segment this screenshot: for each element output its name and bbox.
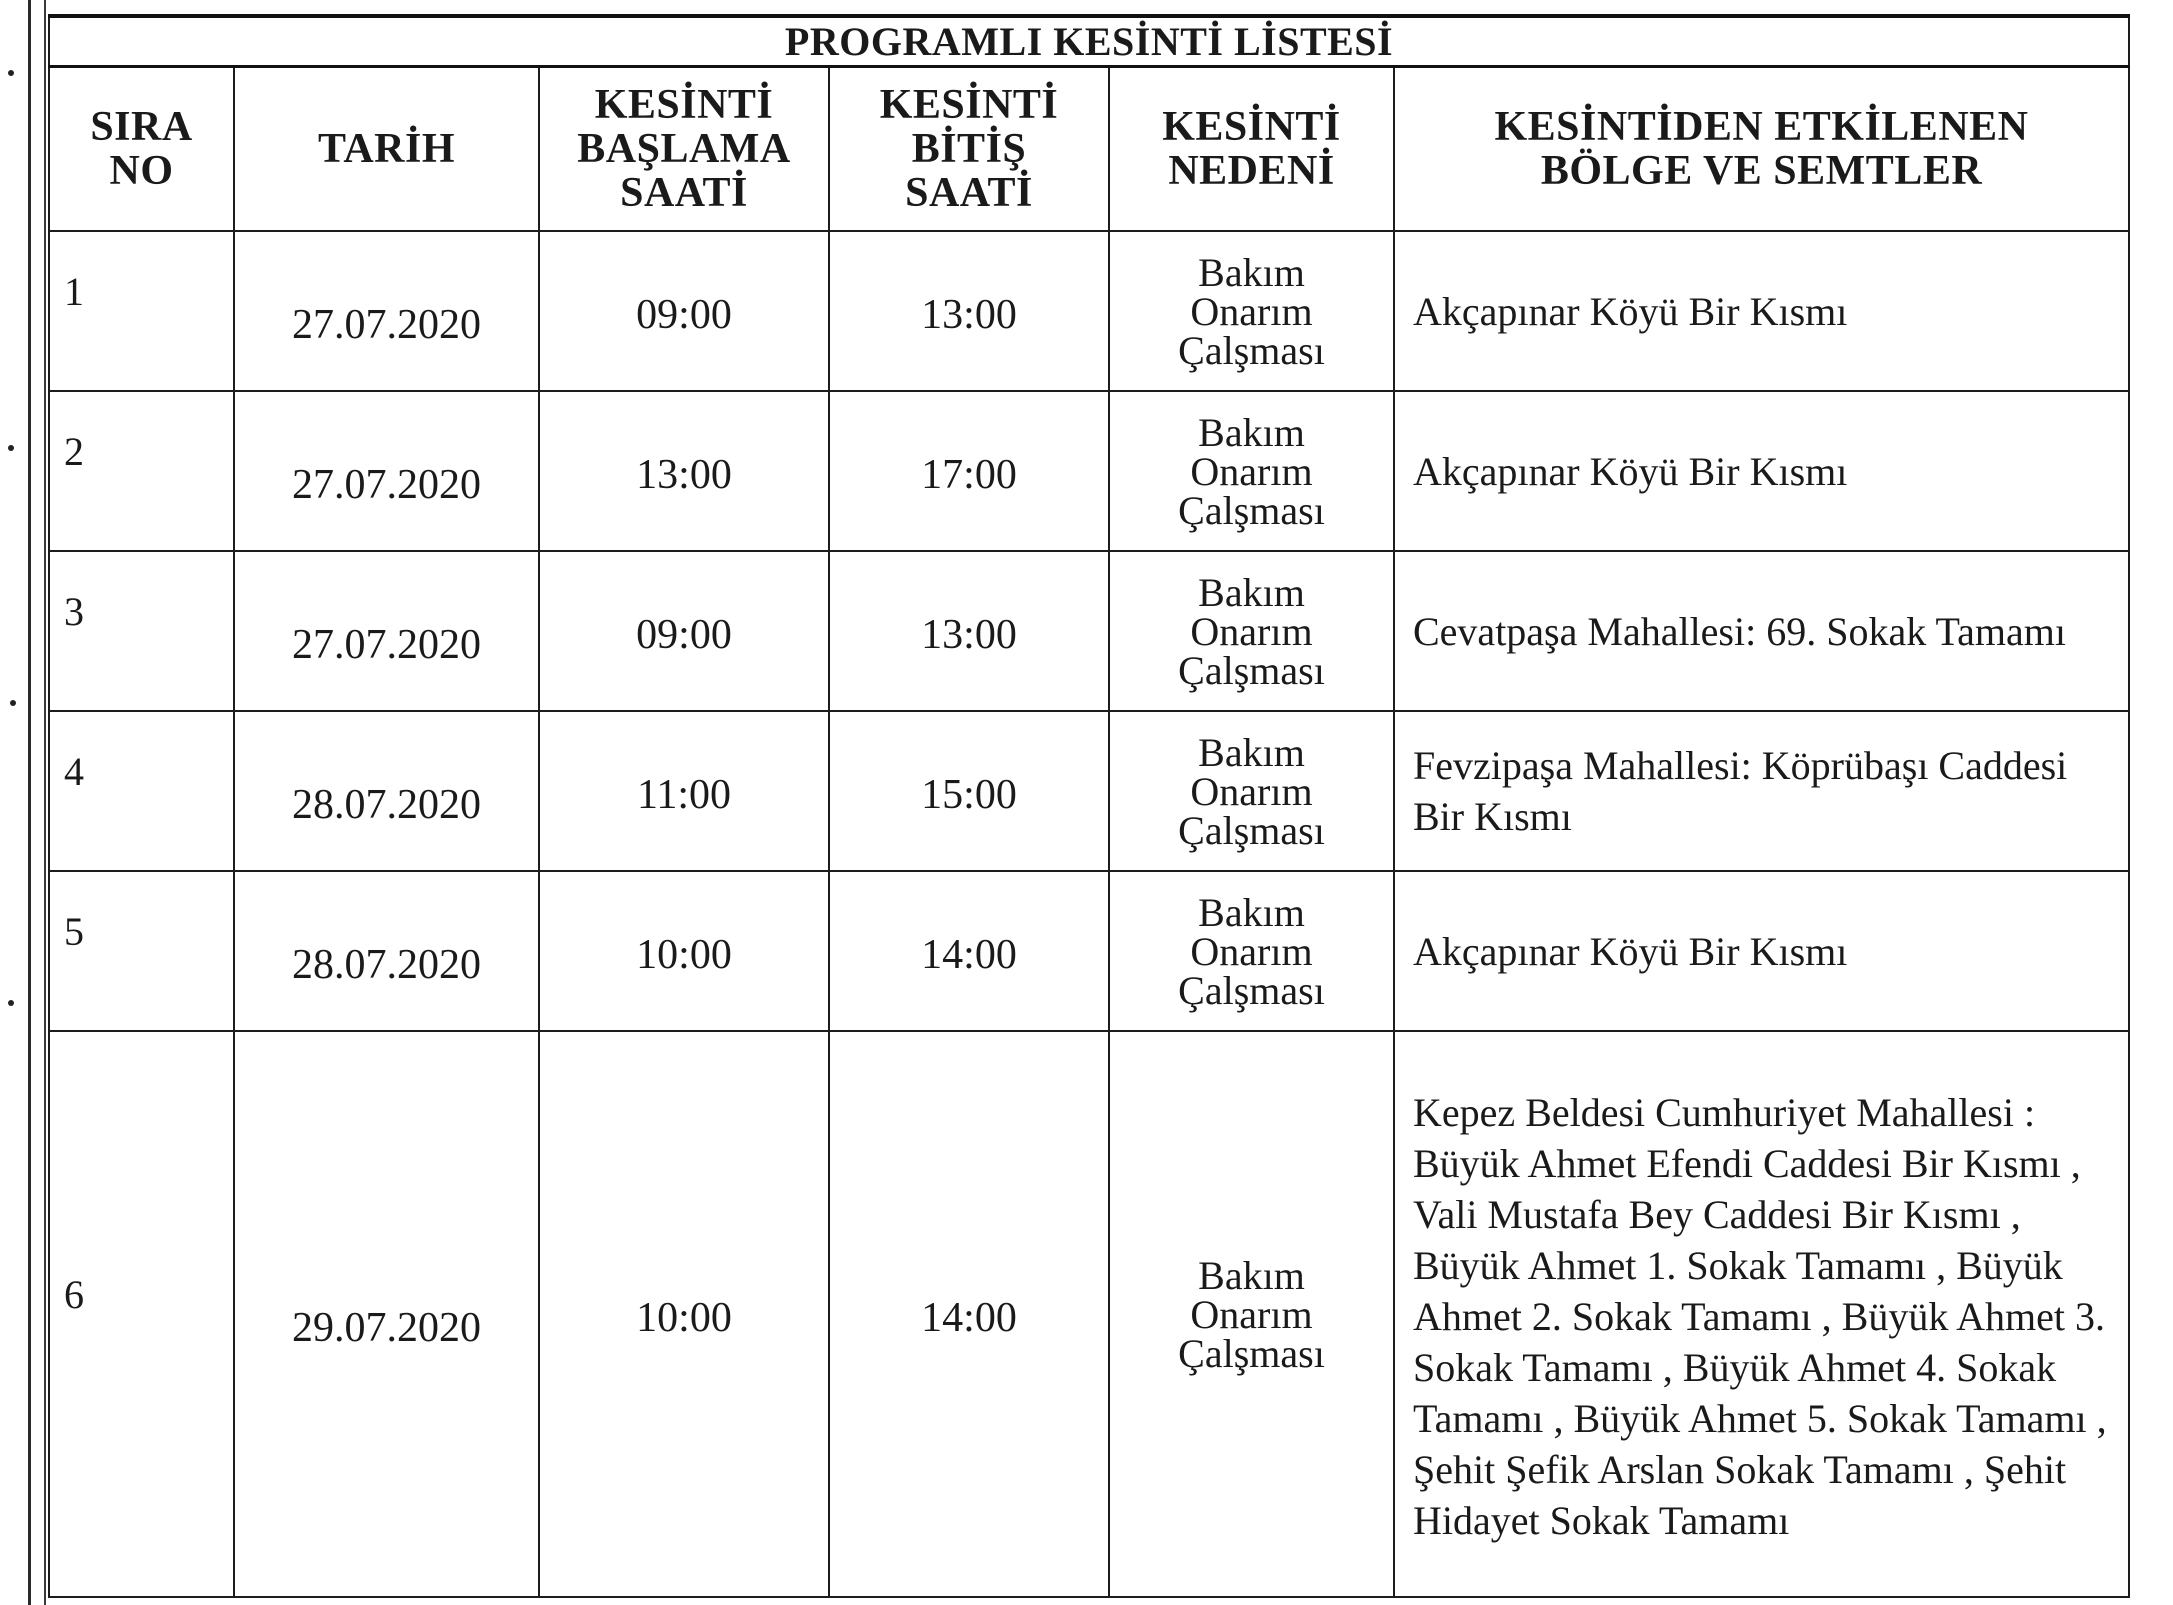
- cell-start-time: [539, 391, 829, 551]
- reason-line: Çalşması: [1178, 647, 1325, 693]
- cell-reason: [1109, 231, 1394, 391]
- row-number: 4: [64, 748, 84, 794]
- reason-line: Çalşması: [1178, 487, 1325, 533]
- table-row: [49, 551, 2129, 711]
- row-number: 2: [64, 428, 84, 474]
- row-date: 28.07.2020: [292, 782, 481, 828]
- row-end-time: 14:00: [921, 932, 1017, 978]
- row-number: 1: [64, 268, 84, 314]
- cell-reason: [1109, 711, 1394, 871]
- cell-sira-no: [49, 231, 234, 391]
- row-start-time: 10:00: [636, 932, 732, 978]
- header-line: SAATİ: [620, 170, 748, 216]
- cell-tarih: [234, 1031, 539, 1597]
- row-date: 29.07.2020: [292, 1305, 481, 1351]
- scan-margin-line: [44, 0, 46, 1605]
- header-line: SIRA: [90, 104, 193, 150]
- row-number: 5: [64, 908, 84, 954]
- cell-reason: [1109, 871, 1394, 1031]
- reason-line: Bakım: [1198, 729, 1305, 775]
- column-header-etkilenen-bolge: [1394, 67, 2129, 232]
- header-line: BİTİŞ: [911, 126, 1027, 172]
- reason-line: Çalşması: [1178, 967, 1325, 1013]
- row-end-time: 17:00: [921, 452, 1017, 498]
- row-start-time: 11:00: [636, 772, 732, 818]
- scan-speck: [10, 700, 16, 706]
- reason-line: Bakım: [1198, 889, 1305, 935]
- cell-affected-area: Akçapınar Köyü Bir Kısmı: [1394, 871, 2129, 1031]
- cell-affected-area: Cevatpaşa Mahallesi: 69. Sokak Tamamı: [1394, 551, 2129, 711]
- reason-line: Bakım: [1198, 409, 1305, 455]
- row-date: 27.07.2020: [292, 462, 481, 508]
- cell-end-time: [829, 711, 1109, 871]
- cell-tarih: [234, 871, 539, 1031]
- reason-line: Onarım: [1190, 928, 1313, 974]
- header-line: KESİNTİ: [879, 82, 1059, 128]
- reason-line: Çalşması: [1178, 1330, 1325, 1376]
- table-title: PROGRAMLI KESİNTİ LİSTESİ: [49, 16, 2129, 67]
- reason-line: Çalşması: [1178, 807, 1325, 853]
- scan-margin-line: [28, 0, 31, 1605]
- cell-sira-no: [49, 391, 234, 551]
- column-header-sira-no: [49, 67, 234, 232]
- cell-start-time: [539, 871, 829, 1031]
- cell-end-time: [829, 231, 1109, 391]
- cell-start-time: [539, 231, 829, 391]
- cell-start-time: [539, 711, 829, 871]
- column-header-tarih: [234, 67, 539, 232]
- cell-end-time: [829, 551, 1109, 711]
- cell-affected-area: Akçapınar Köyü Bir Kısmı: [1394, 231, 2129, 391]
- table-row: [49, 1031, 2129, 1597]
- cell-affected-area: Fevzipaşa Mahallesi: Köprübaşı Caddesi Bir Kısmı: [1394, 711, 2129, 871]
- cell-sira-no: [49, 711, 234, 871]
- reason-line: Onarım: [1190, 768, 1313, 814]
- reason-line: Bakım: [1198, 569, 1305, 615]
- row-end-time: 15:00: [921, 772, 1017, 818]
- cell-end-time: [829, 391, 1109, 551]
- row-number: 6: [64, 1271, 84, 1317]
- table-row: [49, 711, 2129, 871]
- cell-sira-no: [49, 551, 234, 711]
- header-line: KESİNTİ: [594, 82, 774, 128]
- row-date: 27.07.2020: [292, 302, 481, 348]
- cell-tarih: [234, 551, 539, 711]
- cell-end-time: [829, 871, 1109, 1031]
- cell-start-time: [539, 551, 829, 711]
- row-date: 28.07.2020: [292, 942, 481, 988]
- reason-line: Çalşması: [1178, 327, 1325, 373]
- header-line: TARİH: [317, 126, 456, 172]
- reason-line: Onarım: [1190, 448, 1313, 494]
- header-row: [49, 67, 2129, 232]
- scan-speck: [8, 445, 14, 451]
- cell-affected-area: Akçapınar Köyü Bir Kısmı: [1394, 391, 2129, 551]
- cell-reason: [1109, 551, 1394, 711]
- reason-line: Bakım: [1198, 1252, 1305, 1298]
- cell-tarih: [234, 391, 539, 551]
- row-start-time: 10:00: [636, 1295, 732, 1341]
- header-line: NO: [109, 148, 174, 194]
- cell-tarih: [234, 231, 539, 391]
- row-date: 27.07.2020: [292, 622, 481, 668]
- cell-start-time: [539, 1031, 829, 1597]
- reason-line: Onarım: [1190, 1291, 1313, 1337]
- header-line: BÖLGE VE SEMTLER: [1540, 148, 1983, 194]
- outage-table: [48, 14, 2130, 1598]
- header-line: BAŞLAMA: [577, 126, 791, 172]
- table-row: [49, 871, 2129, 1031]
- row-end-time: 13:00: [921, 612, 1017, 658]
- row-start-time: 09:00: [636, 612, 732, 658]
- cell-end-time: [829, 1031, 1109, 1597]
- row-start-time: 09:00: [636, 292, 732, 338]
- header-line: KESİNTİ: [1162, 104, 1341, 150]
- scan-speck: [8, 70, 14, 76]
- cell-reason: [1109, 1031, 1394, 1597]
- reason-line: Onarım: [1190, 288, 1313, 334]
- column-header-bitis-saati: [829, 67, 1109, 232]
- reason-line: Bakım: [1198, 249, 1305, 295]
- table-row: [49, 231, 2129, 391]
- cell-tarih: [234, 711, 539, 871]
- header-line: KESİNTİDEN ETKİLENEN: [1494, 104, 2029, 150]
- cell-sira-no: [49, 871, 234, 1031]
- row-end-time: 13:00: [921, 292, 1017, 338]
- cell-affected-area: Kepez Beldesi Cumhuriyet Mahallesi : Büyük Ahmet Efendi Caddesi Bir Kısmı , Vali Mustafa Bey Caddesi Bir Kısmı , Büyük Ahmet 1. Sokak Tamamı , Büyük Ahmet 2. Sokak Tamamı , Büyük Ahmet 3. Sokak Tamamı , Büyük Ahmet 4. Sokak Tamamı , Büyük Ahmet 5. Sokak Tamamı , Şehit Şefik Arslan Sokak Tamamı , Şehit Hidayet Sokak Tamamı: [1394, 1031, 2129, 1597]
- header-line: NEDENİ: [1168, 148, 1335, 194]
- cell-reason: [1109, 391, 1394, 551]
- column-header-baslama-saati: [539, 67, 829, 232]
- row-start-time: 13:00: [636, 452, 732, 498]
- scan-speck: [8, 1000, 14, 1006]
- header-line: SAATİ: [905, 170, 1033, 216]
- column-header-kesinti-nedeni: [1109, 67, 1394, 232]
- row-number: 3: [64, 588, 84, 634]
- table-row: [49, 391, 2129, 551]
- row-end-time: 14:00: [921, 1295, 1017, 1341]
- reason-line: Onarım: [1190, 608, 1313, 654]
- cell-sira-no: [49, 1031, 234, 1597]
